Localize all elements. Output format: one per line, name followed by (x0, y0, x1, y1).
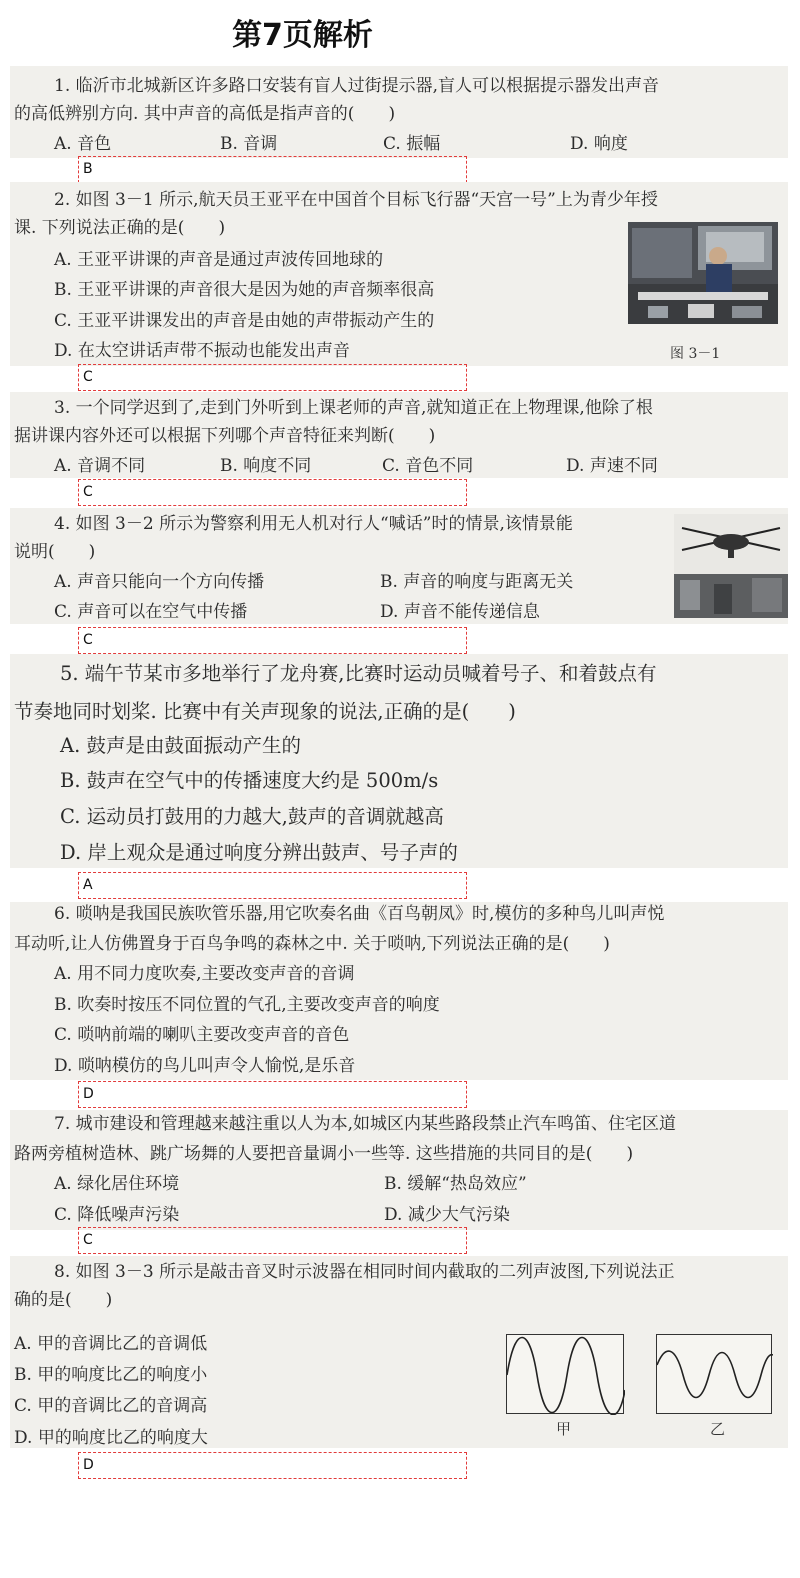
waveform-yi (656, 1334, 772, 1414)
question-4-line-2: 说明( ) (14, 542, 96, 562)
question-1-line-2: 的高低辨别方向. 其中声音的高低是指声音的( ) (14, 104, 396, 124)
question-1-line-1: 1. 临沂市北城新区许多路口安装有盲人过街提示器,盲人可以根据提示器发出声音 (54, 76, 660, 96)
question-2-line-1: 2. 如图 3－1 所示,航天员王亚平在中国首个目标飞行器“天宫一号”上为青少年授 (54, 190, 658, 210)
question-4-line-1: 4. 如图 3－2 所示为警察利用无人机对行人“喊话”时的情景,该情景能 (54, 514, 573, 534)
option-d: D. 在太空讲话声带不振动也能发出声音 (54, 341, 350, 361)
option-a: A. 王亚平讲课的声音是通过声波传回地球的 (54, 250, 384, 270)
question-8-line-1: 8. 如图 3－3 所示是敲击音叉时示波器在相同时间内截取的二列声波图,下列说法正 (54, 1262, 675, 1282)
option-d: D. 减少大气污染 (384, 1205, 510, 1225)
answer-box-6: D (78, 1081, 467, 1108)
waveform-jia-label: 甲 (556, 1420, 572, 1438)
question-8-line-2: 确的是( ) (14, 1290, 113, 1310)
question-6 (10, 902, 788, 1080)
question-3 (10, 392, 788, 478)
question-6-line-1: 6. 唢呐是我国民族吹管乐器,用它吹奏名曲《百鸟朝凤》时,模仿的多种鸟儿叫声悦 (54, 904, 665, 924)
option-b: B. 吹奏时按压不同位置的气孔,主要改变声音的响度 (54, 995, 440, 1015)
waveform-yi-label: 乙 (710, 1420, 726, 1438)
option-c: C. 降低噪声污染 (54, 1205, 180, 1225)
option-a: A. 声音只能向一个方向传播 (54, 572, 265, 592)
option-a: A. 绿化居住环境 (54, 1174, 180, 1194)
option-a: A. 甲的音调比乙的音调低 (14, 1334, 208, 1354)
astronaut-classroom-photo (628, 222, 778, 324)
option-d: D. 甲的响度比乙的响度大 (14, 1428, 208, 1448)
option-c: C. 唢呐前端的喇叭主要改变声音的音色 (54, 1025, 350, 1045)
question-7-line-1: 7. 城市建设和管理越来越注重以人为本,如城区内某些路段禁止汽车鸣笛、住宅区道 (54, 1114, 677, 1134)
question-4 (10, 508, 788, 624)
figure-caption: 图 3－1 (670, 346, 721, 362)
answer-box-4: C (78, 627, 467, 654)
question-5-line-1: 5. 端午节某市多地举行了龙舟赛,比赛时运动员喊着号子、和着鼓点有 (60, 662, 657, 685)
question-2-line-2: 课. 下列说法正确的是( ) (14, 218, 226, 238)
question-6-line-2: 耳动听,让人仿佛置身于百鸟争鸣的森林之中. 关于唢呐,下列说法正确的是( ) (14, 934, 610, 954)
option-d: D. 声速不同 (566, 456, 658, 476)
question-7-line-2: 路两旁植树造林、跳广场舞的人要把音量调小一些等. 这些措施的共同目的是( ) (14, 1144, 634, 1164)
answer-box-7: C (78, 1227, 467, 1254)
option-b: B. 响度不同 (220, 456, 312, 476)
drone-photo (674, 514, 788, 618)
option-d: D. 声音不能传递信息 (380, 602, 540, 622)
question-5 (10, 654, 788, 868)
option-c: C. 振幅 (383, 134, 441, 154)
answer-box-2: C (78, 364, 467, 391)
page-title: 第7页解析 (232, 18, 373, 53)
option-c: C. 王亚平讲课发出的声音是由她的声带振动产生的 (54, 311, 435, 331)
option-b: B. 音调 (220, 134, 278, 154)
question-3-line-2: 据讲课内容外还可以根据下列哪个声音特征来判断( ) (14, 426, 436, 446)
option-d: D. 岸上观众是通过响度分辨出鼓声、号子声的 (60, 841, 458, 864)
option-a: A. 用不同力度吹奏,主要改变声音的音调 (54, 964, 355, 984)
question-2 (10, 182, 788, 366)
option-b: B. 王亚平讲课的声音很大是因为她的声音频率很高 (54, 280, 435, 300)
question-8 (10, 1256, 788, 1448)
option-a: A. 音调不同 (54, 456, 146, 476)
question-5-line-2: 节奏地同时划桨. 比赛中有关声现象的说法,正确的是( ) (14, 700, 516, 723)
waveform-jia (506, 1334, 624, 1414)
option-b: B. 甲的响度比乙的响度小 (14, 1365, 208, 1385)
option-b: B. 鼓声在空气中的传播速度大约是 500m/s (60, 769, 439, 792)
question-3-line-1: 3. 一个同学迟到了,走到门外听到上课老师的声音,就知道正在上物理课,他除了根 (54, 398, 653, 418)
option-a: A. 鼓声是由鼓面振动产生的 (60, 734, 301, 757)
answer-box-5: A (78, 872, 467, 899)
option-c: C. 音色不同 (382, 456, 474, 476)
option-c: C. 运动员打鼓用的力越大,鼓声的音调就越高 (60, 805, 444, 828)
question-7 (10, 1110, 788, 1230)
answer-box-8: D (78, 1452, 467, 1479)
option-c: C. 声音可以在空气中传播 (54, 602, 248, 622)
question-1 (10, 66, 788, 158)
answer-box-3: C (78, 479, 467, 506)
option-d: D. 响度 (570, 134, 628, 154)
answer-box-1: B (78, 156, 467, 183)
option-a: A. 音色 (54, 134, 112, 154)
option-c: C. 甲的音调比乙的音调高 (14, 1396, 208, 1416)
option-b: B. 声音的响度与距离无关 (380, 572, 574, 592)
option-d: D. 唢呐模仿的鸟儿叫声令人愉悦,是乐音 (54, 1056, 356, 1076)
option-b: B. 缓解“热岛效应” (384, 1174, 527, 1194)
